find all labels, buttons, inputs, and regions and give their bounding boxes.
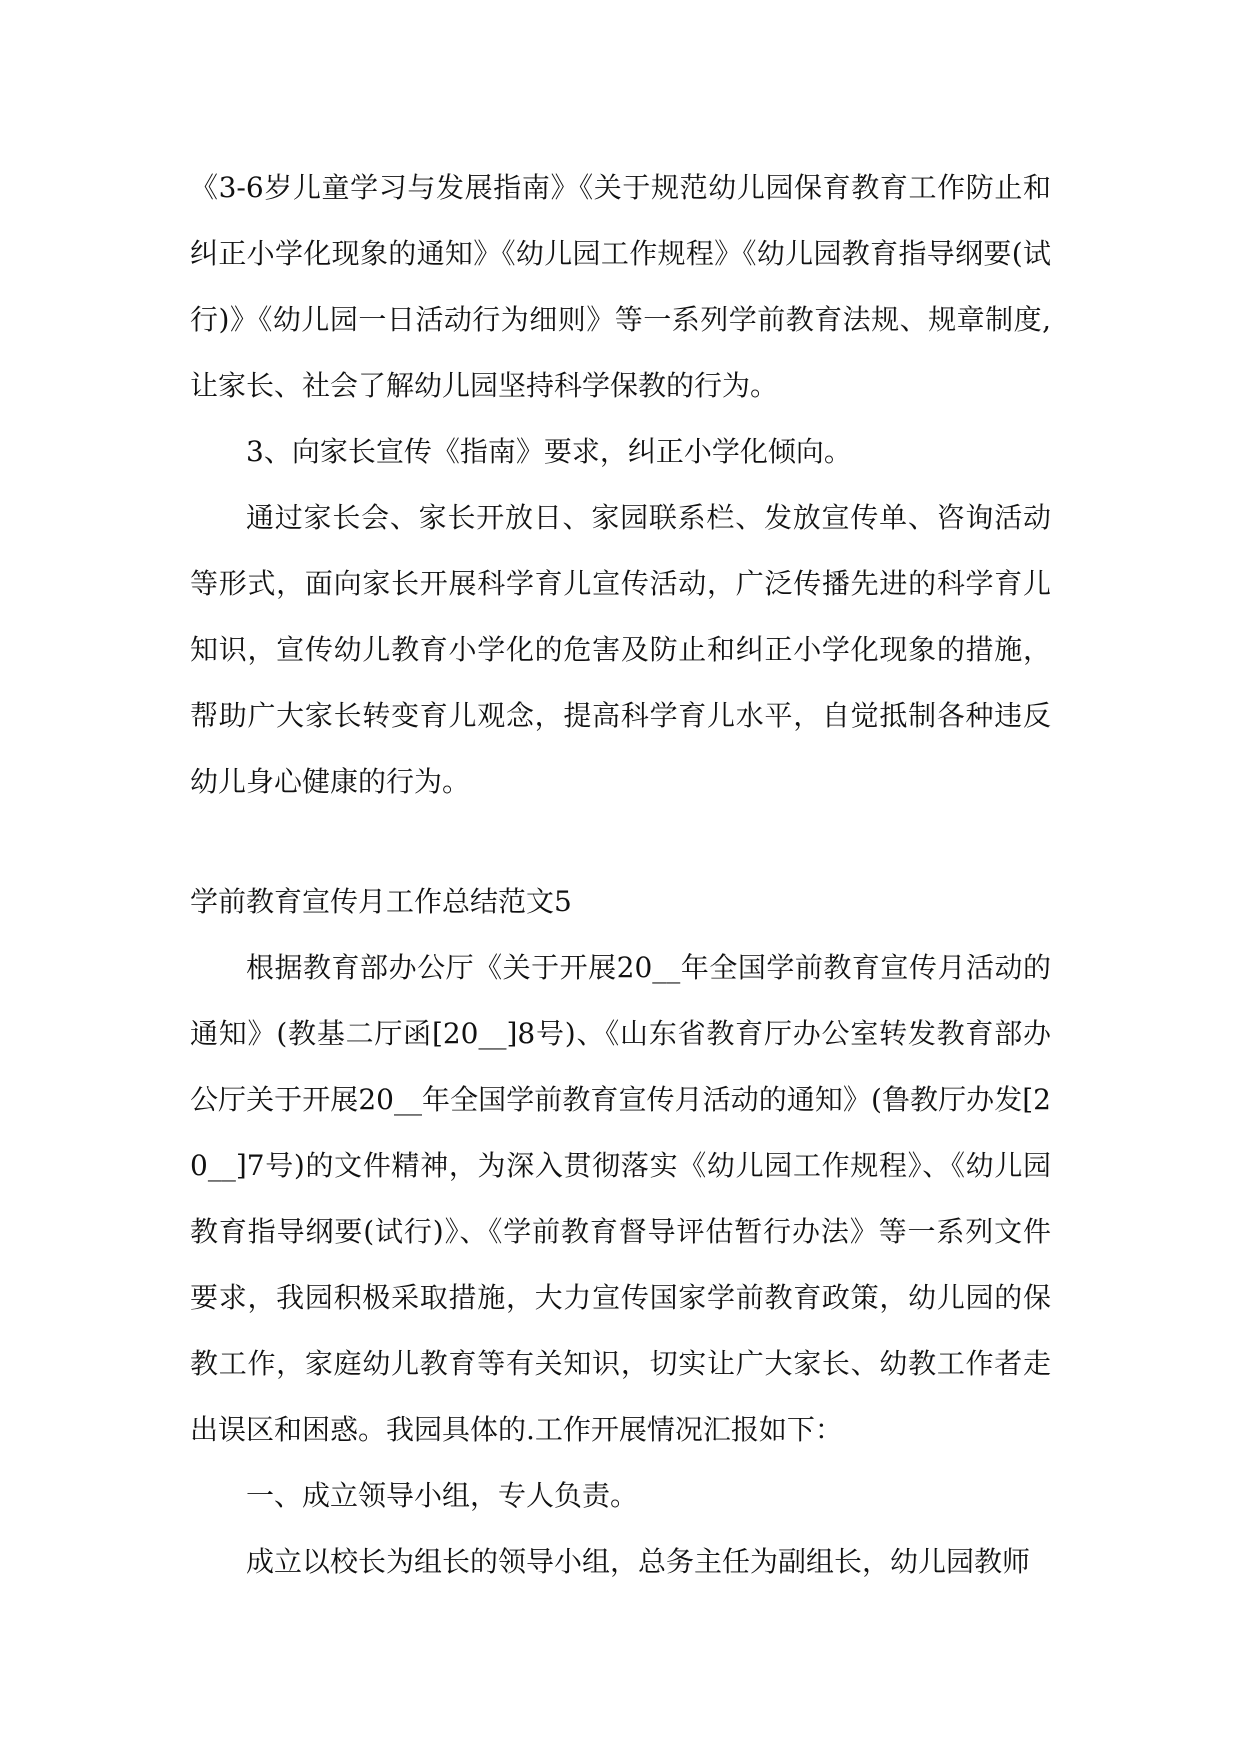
paragraph-intro: 根据教育部办公厅《关于开展20__年全国学前教育宣传月活动的通知》(教基二厅函[20__]8号)、《山东省教育厅办公室转发教育部办公厅关于开展20__年全国学前教育宣传月活动的通知》(鲁教厅办发[20__]7号)的文件精神，为深入贯彻落实《幼儿园工作规程》、《幼儿园教育指导纲要(试行)》、《学前教育督导评估暂行办法》等一系列文件要求，我园积极采取措施，大力宣传国家学前教育政策，幼儿园的保教工作，家庭幼儿教育等有关知识，切实让广大家长、幼教工作者走出误区和困惑。我园具体的.工作开展情况汇报如下： bbox=[190, 951, 1051, 1446]
section-heading: 学前教育宣传月工作总结范文5 bbox=[190, 885, 572, 918]
paragraph-guidelines-list: 《3-6岁儿童学习与发展指南》《关于规范幼儿园保育教育工作防止和纠正小学化现象的通知》《幼儿园工作规程》《幼儿园教育指导纲要(试行)》《幼儿园一日活动行为细则》等一系列学前教育法规、规章制度,让家长、社会了解幼儿园坚持科学保教的行为。 bbox=[190, 171, 1051, 402]
paragraph-point-1-title: 一、成立领导小组，专人负责。 bbox=[246, 1479, 639, 1512]
section-spacer bbox=[190, 815, 1051, 869]
paragraph-point-3: 3、向家长宣传《指南》要求，纠正小学化倾向。 bbox=[246, 435, 852, 468]
paragraph-point-1-body: 成立以校长为组长的领导小组，总务主任为副组长，幼儿园教师 bbox=[246, 1545, 1031, 1578]
paragraph-parent-outreach: 通过家长会、家长开放日、家园联系栏、发放宣传单、咨询活动等形式，面向家长开展科学育儿宣传活动，广泛传播先进的科学育儿知识，宣传幼儿教育小学化的危害及防止和纠正小学化现象的措施，帮助广大家长转变育儿观念，提高科学育儿水平，自觉抵制各种违反幼儿身心健康的行为。 bbox=[190, 501, 1051, 798]
